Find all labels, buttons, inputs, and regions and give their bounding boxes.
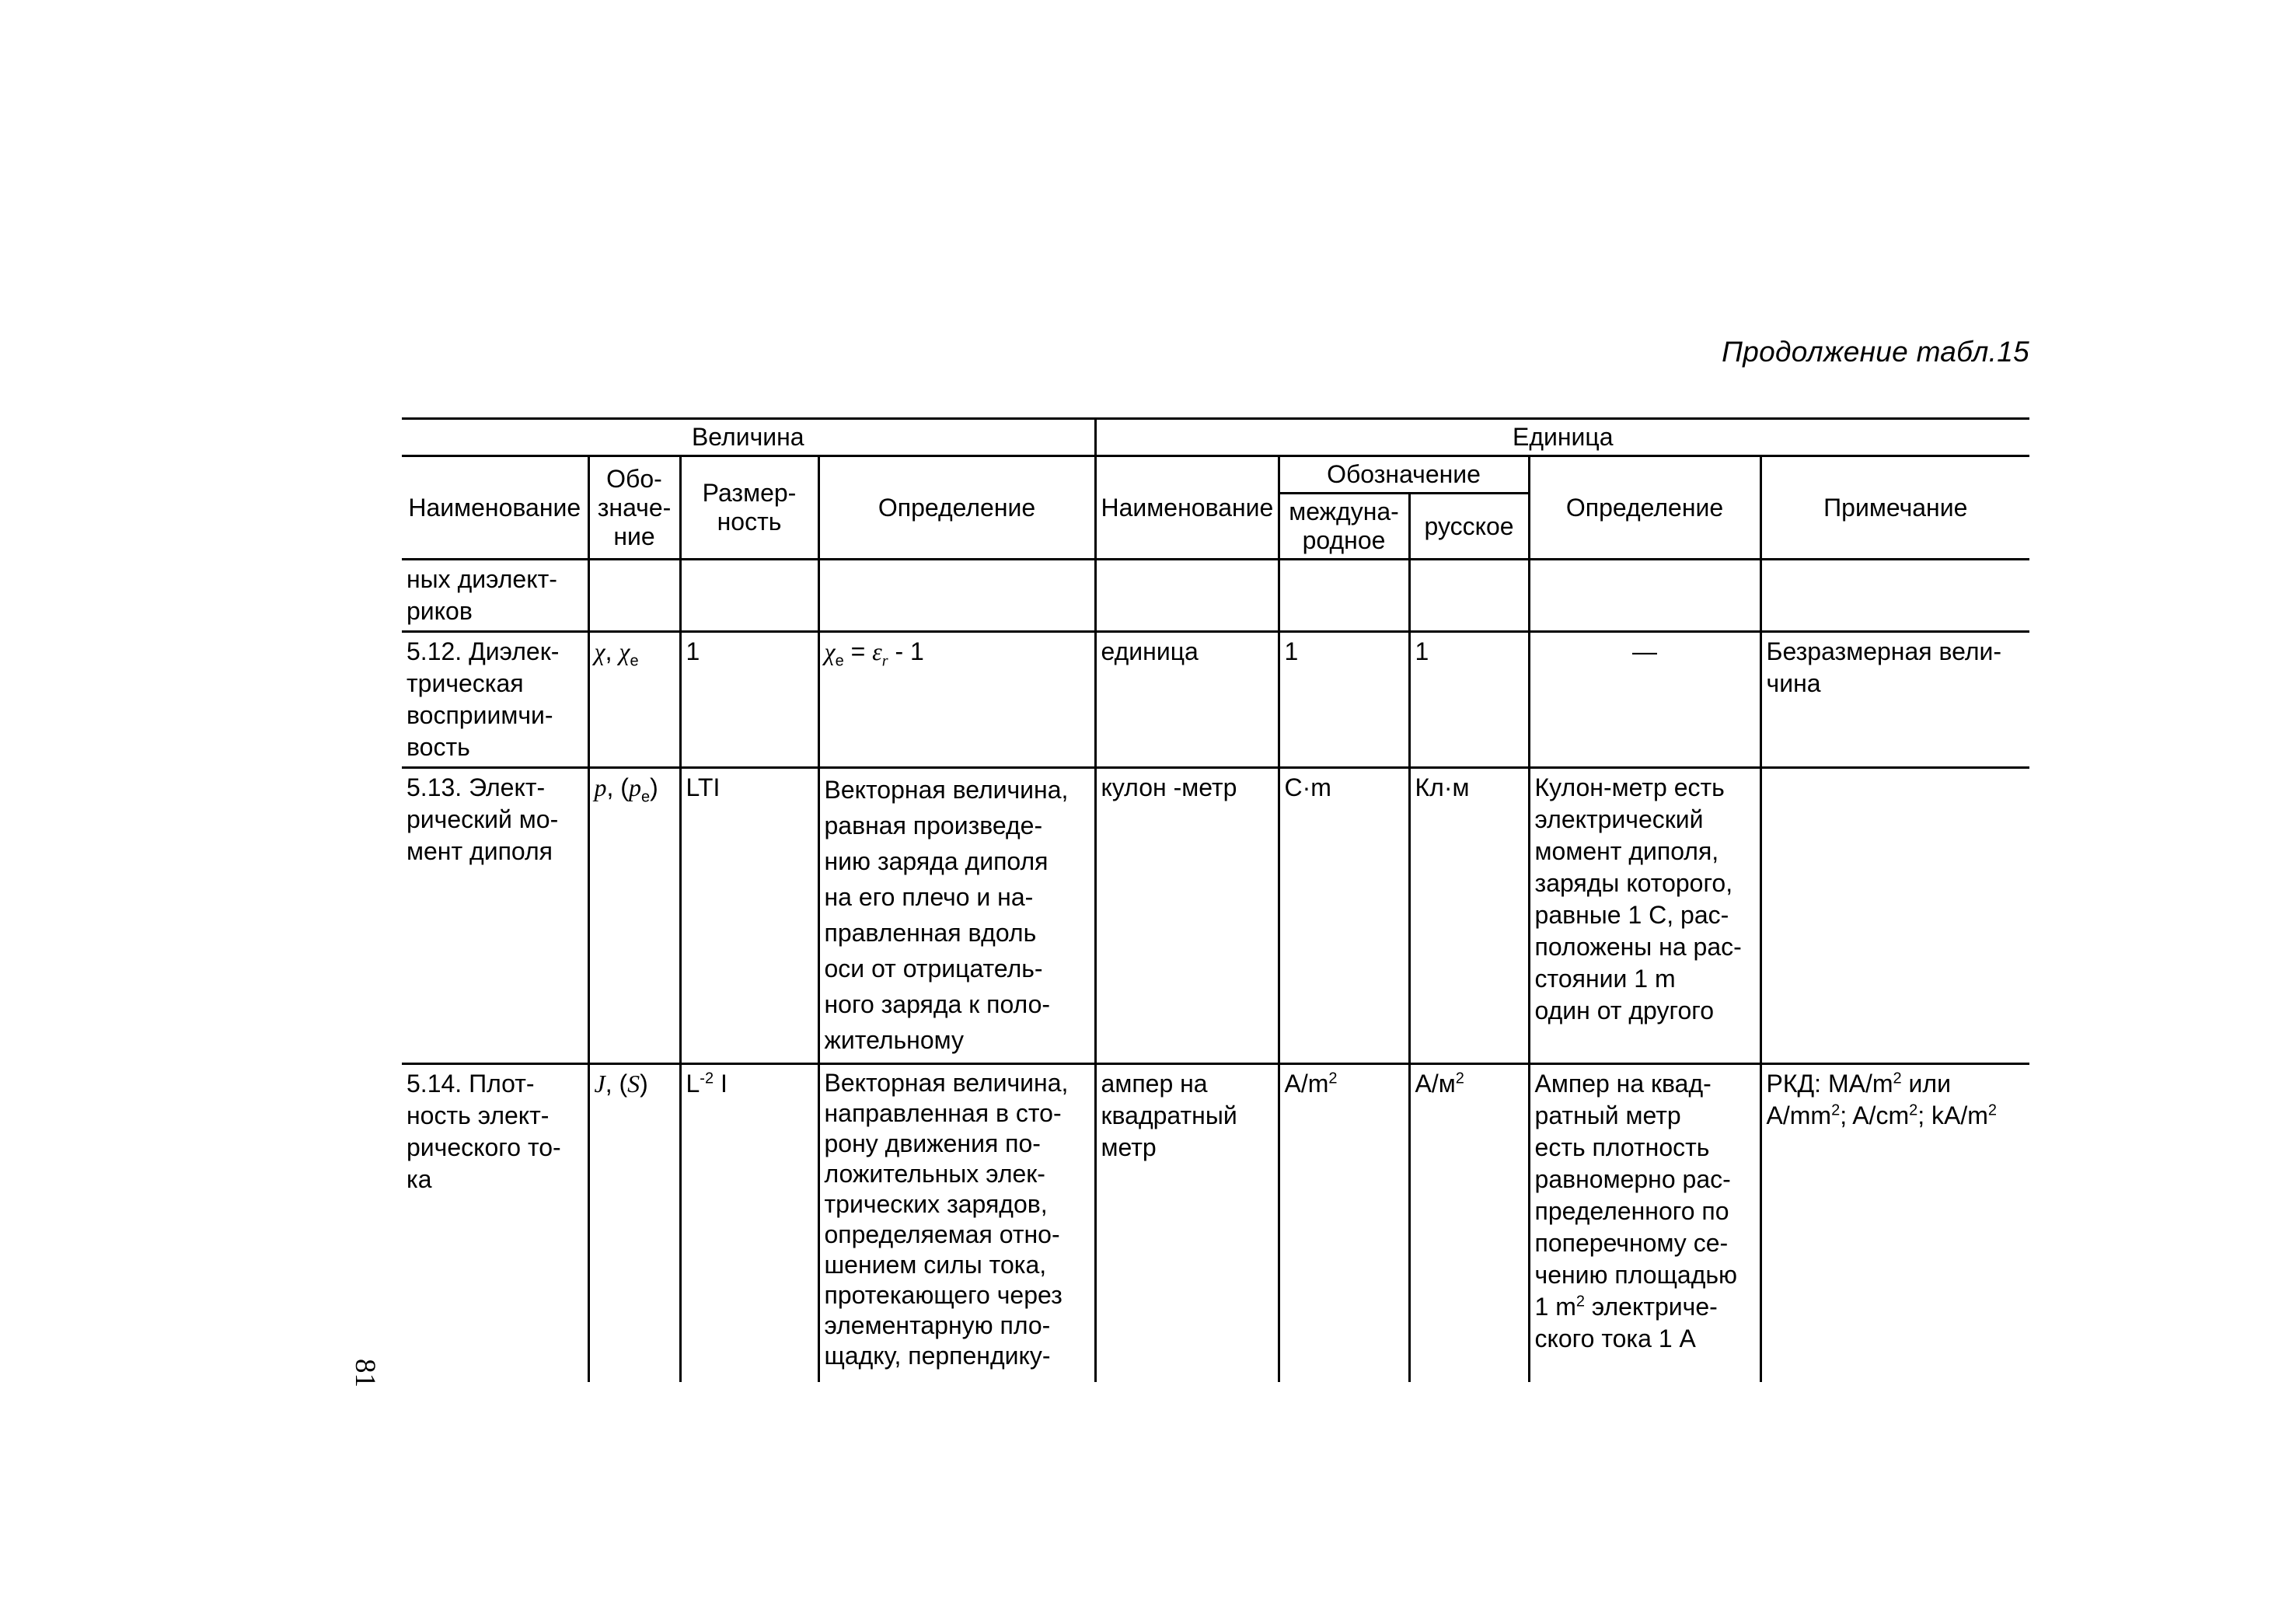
cell-u-ru: $А/м^2$: [1409, 1064, 1529, 1383]
cell-q-symbol: χ, $\chi_e$: [588, 632, 680, 768]
cell-q-symbol: J, (S): [588, 1064, 680, 1383]
table-continuation-caption: Продолжение табл.15: [1722, 336, 2029, 368]
cell-u-definition: Кулон-метр есть электрический момент диполя, заряды которого, равные 1 C, рас- положены на рас- стоянии 1 m один от другого: [1529, 768, 1760, 1064]
header-u-symbol-intl: междуна- родное: [1279, 494, 1409, 560]
cell-u-definition: Ампер на квад- ратный метр есть плотность равномерно рас- пределенного по поперечному се- чению площадью 1 $m^2$ электриче- ского тока 1 A: [1529, 1064, 1760, 1383]
header-q-name: Наименование: [402, 456, 588, 560]
cell-q-name: 5.13. Элект- рический мо- мент диполя: [402, 768, 588, 1064]
cell-q-name: 5.14. Плот- ность элект- рического то- ка: [402, 1064, 588, 1383]
cell-u-note: [1760, 560, 2029, 632]
cell-q-dimension: [680, 560, 818, 632]
cell-q-dimension: $L^{-2}$ I: [680, 1064, 818, 1383]
cell-q-definition: Векторная величина, направленная в сто- рону движения по- ложительных элек- трических зарядов, определяемая отно- шением силы тока, протекающего через элементарную пло- щадку, перпендику-: [818, 1064, 1095, 1383]
cell-q-definition: [818, 560, 1095, 632]
cell-u-definition: [1529, 560, 1760, 632]
header-q-symbol: Обо- значе- ние: [588, 456, 680, 560]
header-u-note: Примечание: [1760, 456, 2029, 560]
cell-u-intl: C·m: [1279, 768, 1409, 1064]
cell-q-name: 5.12. Диэлек- трическая восприимчи- вость: [402, 632, 588, 768]
header-unit: Единица: [1095, 419, 2029, 456]
header-q-definition: Определение: [818, 456, 1095, 560]
cell-u-name: ампер на квадратный метр: [1095, 1064, 1279, 1383]
header-u-name: Наименование: [1095, 456, 1279, 560]
cell-u-intl: [1279, 560, 1409, 632]
cell-u-ru: 1: [1409, 632, 1529, 768]
cell-u-ru: [1409, 560, 1529, 632]
table-row: [402, 768, 2029, 1064]
header-u-symbol: Обозначение: [1279, 456, 1529, 494]
cell-u-note: Безразмерная вели- чина: [1760, 632, 2029, 768]
cell-u-note: РКД: $MA/m^2$ или $A/mm^2$; $A/cm^2$; $kA/m^2$: [1766, 1070, 1998, 1129]
cell-q-dimension: LTI: [680, 768, 818, 1064]
cell-u-name: [1095, 560, 1279, 632]
cell-u-name: единица: [1095, 632, 1279, 768]
cell-q-dimension: 1: [680, 632, 818, 768]
table-row: [402, 560, 2029, 632]
cell-q-definition: Векторная величина, равная произведе- нию заряда диполя на его плечо и на- правленная вдоль оси от отрицатель- ного заряда к поло- жительному: [818, 768, 1095, 1064]
cell-u-note: [1760, 768, 2029, 1064]
header-u-definition: Определение: [1529, 456, 1760, 560]
cell-u-intl: 1: [1279, 632, 1409, 768]
cell-u-definition: —: [1529, 632, 1760, 768]
cell-q-definition: $\chi_e = \varepsilon_r - 1$: [818, 632, 1095, 768]
table-row: [402, 632, 2029, 768]
page-number: 81: [349, 1359, 381, 1387]
cell-q-name: ных диэлект- риков: [402, 560, 588, 632]
cell-u-intl: $A/m^2$: [1279, 1064, 1409, 1383]
cell-q-symbol: p, $(p_e)$: [588, 768, 680, 1064]
header-u-symbol-ru: русское: [1409, 494, 1529, 560]
cell-u-ru: Кл·м: [1409, 768, 1529, 1064]
header-quantity: Величина: [402, 419, 1095, 456]
table-row: [402, 1064, 2029, 1383]
header-q-dimension: Размер- ность: [680, 456, 818, 560]
cell-q-symbol: [588, 560, 680, 632]
units-table: [402, 417, 2029, 1382]
cell-u-name: кулон -метр: [1095, 768, 1279, 1064]
